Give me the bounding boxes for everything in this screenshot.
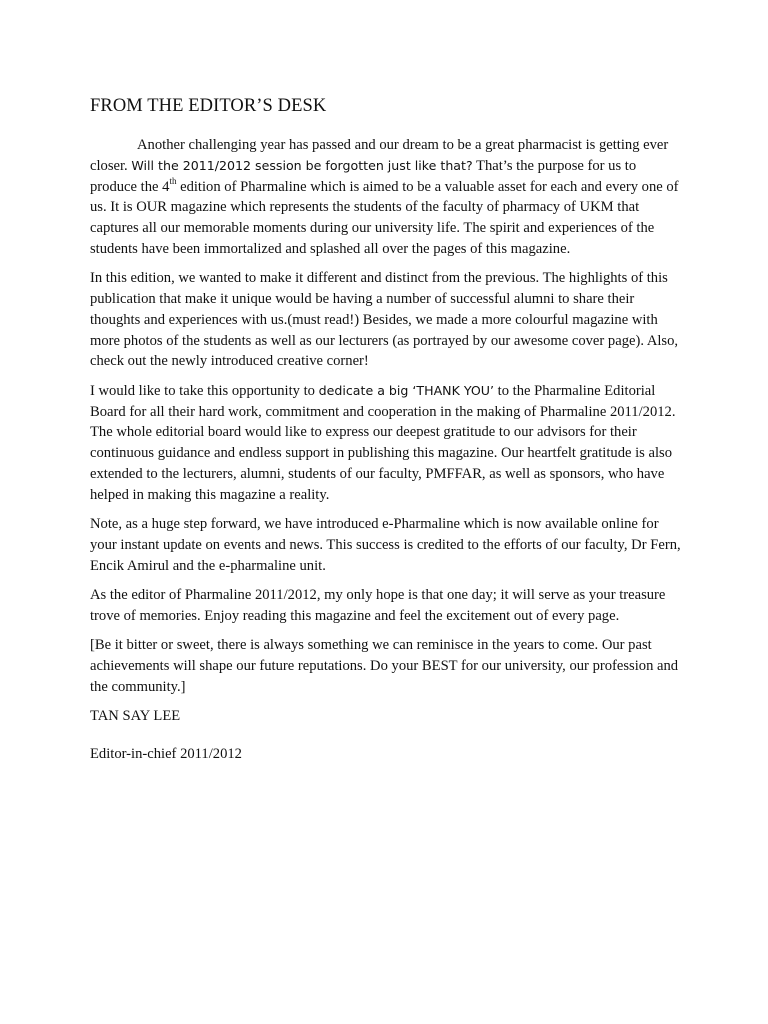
signature-role: Editor-in-chief 2011/2012 <box>90 745 242 762</box>
document-body <box>90 94 685 782</box>
intro-text-question: Will the 2011/2012 session be forgotten just like that? <box>131 157 473 173</box>
paragraph-intro <box>90 135 685 260</box>
intro-text-c: edition of Pharmaline which is aimed to be a valuable asset for each and every one of us. It is OUR magazine which represents the students of the faculty of pharmacy of UKM that captures all our memorable moments during our university life. The spirit and experiences of the students have been immortalized and splashed all over the pages of this magazine. <box>90 178 679 257</box>
paragraph-thanks <box>90 381 685 506</box>
edition-superscript: th <box>169 175 177 186</box>
paragraph-e-pharmaline: Note, as a huge step forward, we have introduced e-Pharmaline which is now available online for your instant update on events and news. This success is credited to the efforts of our faculty, Dr Fern, Encik Amirul and the e-pharmaline unit. <box>90 516 681 574</box>
paragraph-quote: [Be it bitter or sweet, there is always something we can reminisce in the years to come. Our past achievements will shape our future reputations. Do your BEST for our university, our profession and the community.] <box>90 637 679 695</box>
page-title: FROM THE EDITOR’S DESK <box>90 96 327 116</box>
paragraph-hope: As the editor of Pharmaline 2011/2012, my only hope is that one day; it will serve as your treasure trove of memories. Enjoy reading this magazine and feel the excitement out of every page. <box>90 586 666 624</box>
thanks-text-a: I would like to take this opportunity to <box>90 382 319 399</box>
thanks-text-highlight: dedicate a big ‘THANK YOU’ <box>318 382 495 398</box>
intro-text-b: That’s the purpose for us to produce the 4 <box>90 157 637 195</box>
intro-text-a: Another challenging year has passed and our dream to be a great pharmacist is getting ever closer. <box>90 137 669 174</box>
thanks-text-b: to the Pharmaline Editorial Board for all their hard work, commitment and cooperation in the making of Pharmaline 2011/2012. The whole editorial board would like to express our deepest gratitude to our advisors for their continuous guidance and endless support in publishing this magazine. Our heartfelt gratitude is also extended to the lecturers, alumni, students of our faculty, PMFFAR, as well as sponsors, who have helped in making this magazine a reality. <box>90 382 676 503</box>
signature-name: TAN SAY LEE <box>90 707 181 724</box>
paragraph-edition: In this edition, we wanted to make it different and distinct from the previous. The highlights of this publication that make it unique would be having a number of successful alumni to share their thoughts and experiences with us.(must read!) Besides, we made a more colourful magazine with more photos of the students as well as our lecturers (as portrayed by our awesome cover page). Also, check out the newly introduced creative corner! <box>90 270 679 370</box>
